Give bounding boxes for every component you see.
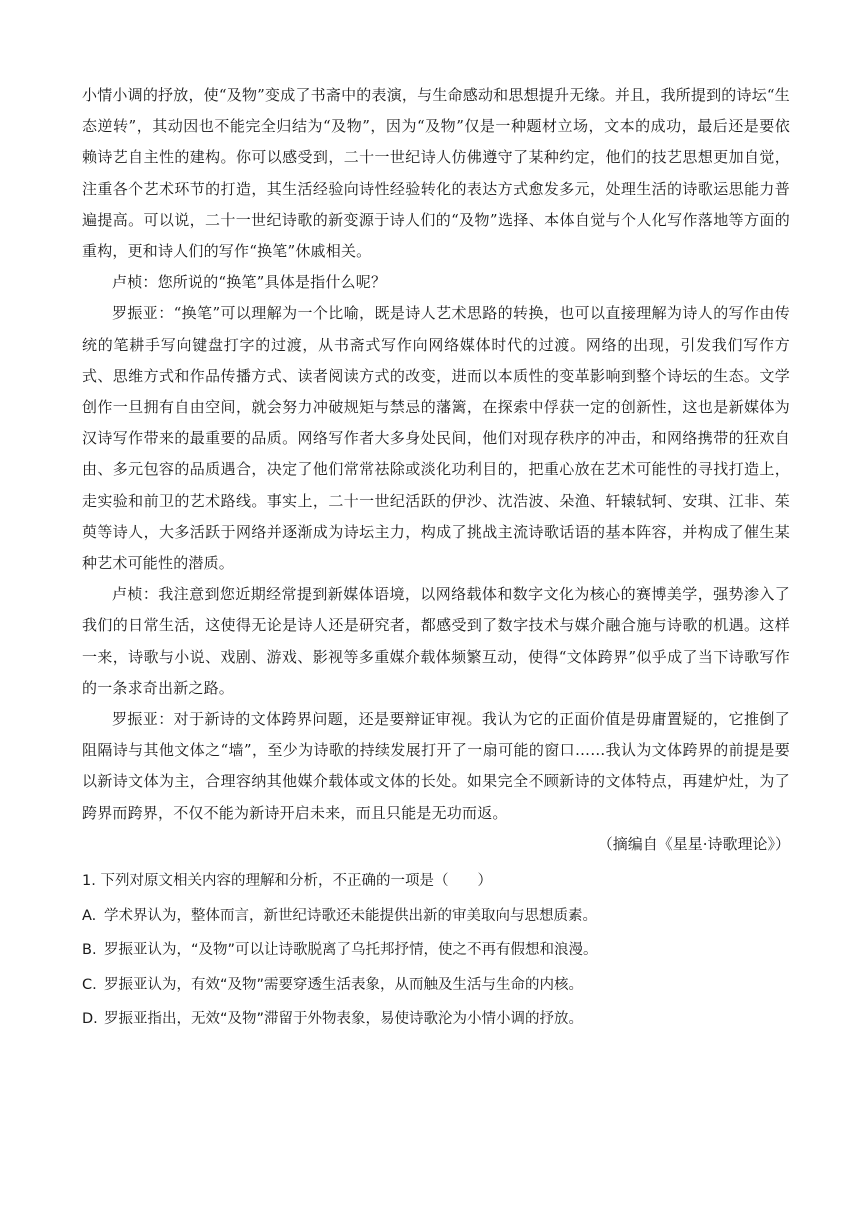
source-citation: （摘编自《星星·诗歌理论》） [597, 834, 790, 853]
document-page [82, 80, 790, 1037]
option-a [82, 899, 790, 934]
article-paragraph-5 [82, 704, 790, 829]
article-paragraph-1: 小情小调的抒放，使“及物”变成了书斋中的表演，与生命感动和思想提升无缘。并且，我所提到的诗坛“生态逆转”，其动因也不能完全归结为“及物”，因为“及物”仅是一种题材立场，文本的成功，最后还是要依赖诗艺自主性的建构。你可以感受到，二十一世纪诗人仿佛遵守了某种约定，他们的技艺思想更加自觉，注重各个艺术环节的打造，其生活经验向诗性经验转化的表达方式愈发多元，处理生活的诗歌运思能力普遍提高。可以说，二十一世纪诗歌的新变源于诗人们的“及物”选择、本体自觉与个人化写作落地等方面的重构，更和诗人们的写作“换笔”休戚相关。 [82, 86, 790, 261]
option-letter: C. [82, 976, 97, 993]
option-c [82, 968, 790, 1003]
paragraph-text: 对于新诗的文体跨界问题，还是要辩证审视。我认为它的正面价值是毋庸置疑的，它推倒了阻隔诗与其他文体之“墙”，至少为诗歌的持续发展打开了一扇可能的窗口……我认为文体跨界的前提是要以新诗文体为主，合理容纳其他媒介载体或文体的长处。如果完全不顾新诗的文体特点，再建炉灶，为了跨界而跨界，不仅不能为新诗开启未来，而且只能是无功而返。 [82, 710, 790, 822]
paragraph-text: 您所说的“换笔”具体是指什么呢？ [157, 273, 387, 292]
article-paragraph-4 [82, 579, 790, 704]
option-text: 学术界认为，整体而言，新世纪诗歌还未能提供出新的审美取向与思想质素。 [104, 907, 597, 924]
option-letter: B. [82, 942, 97, 959]
option-b [82, 933, 790, 968]
speaker-name: 罗振亚： [112, 710, 174, 729]
paragraph-text: 我注意到您近期经常提到新媒体语境，以网络载体和数字文化为核心的赛博美学，强势渗入了我们的日常生活，这使得无论是诗人还是研究者，都感受到了数字技术与媒介融合施与诗歌的机遇。这样一来，诗歌与小说、戏剧、游戏、影视等多重媒介载体频繁互动，使得“文体跨界”似乎成了当下诗歌写作的一条求奇出新之路。 [82, 585, 790, 697]
speaker-name: 卢桢： [112, 585, 159, 604]
option-text: 罗振亚指出，无效“及物”滞留于外物表象，易使诗歌沦为小情小调的抒放。 [104, 1011, 584, 1028]
article-paragraph-2 [82, 267, 790, 298]
speaker-name: 罗振亚： [112, 304, 174, 323]
speaker-name: 卢桢： [112, 273, 158, 292]
article-paragraph-3 [82, 298, 790, 579]
paragraph-text: “换笔”可以理解为一个比喻，既是诗人艺术思路的转换，也可以直接理解为诗人的写作由传统的笔耕手写向键盘打字的过渡，从书斋式写作向网络媒体时代的过渡。网络的出现，引发我们写作方式、思维方式和作品传播方式、读者阅读方式的改变，进而以本质性的变革影响到整个诗坛的生态。文学创作一旦拥有自由空间，就会努力冲破规矩与禁忌的藩篱，在探索中俘获一定的创新性，这也是新媒体为汉诗写作带来的最重要的品质。网络写作者大多身处民间，他们对现存秩序的冲击，和网络携带的狂欢自由、多元包容的品质遇合，决定了他们常常祛除或淡化功利目的，把重心放在艺术可能性的寻找打造上，走实验和前卫的艺术路线。事实上，二十一世纪活跃的伊沙、沈浩波、朵渔、轩辕轼轲、安琪、江非、茱萸等诗人，大多活跃于网络并逐渐成为诗坛主力，构成了挑战主流诗歌话语的基本阵容，并构成了催生某种艺术可能性的潜质。 [82, 304, 790, 573]
question-stem: 1. 下列对原文相关内容的理解和分析，不正确的一项是（ ） [82, 873, 492, 890]
option-text: 罗振亚认为，有效“及物”需要穿透生活表象，从而触及生活与生命的内核。 [104, 976, 584, 993]
option-text: 罗振亚认为，“及物”可以让诗歌脱离了乌托邦抒情，使之不再有假想和浪漫。 [104, 942, 598, 959]
option-d [82, 1002, 790, 1037]
option-letter: D. [82, 1011, 98, 1028]
option-letter: A. [82, 907, 97, 924]
